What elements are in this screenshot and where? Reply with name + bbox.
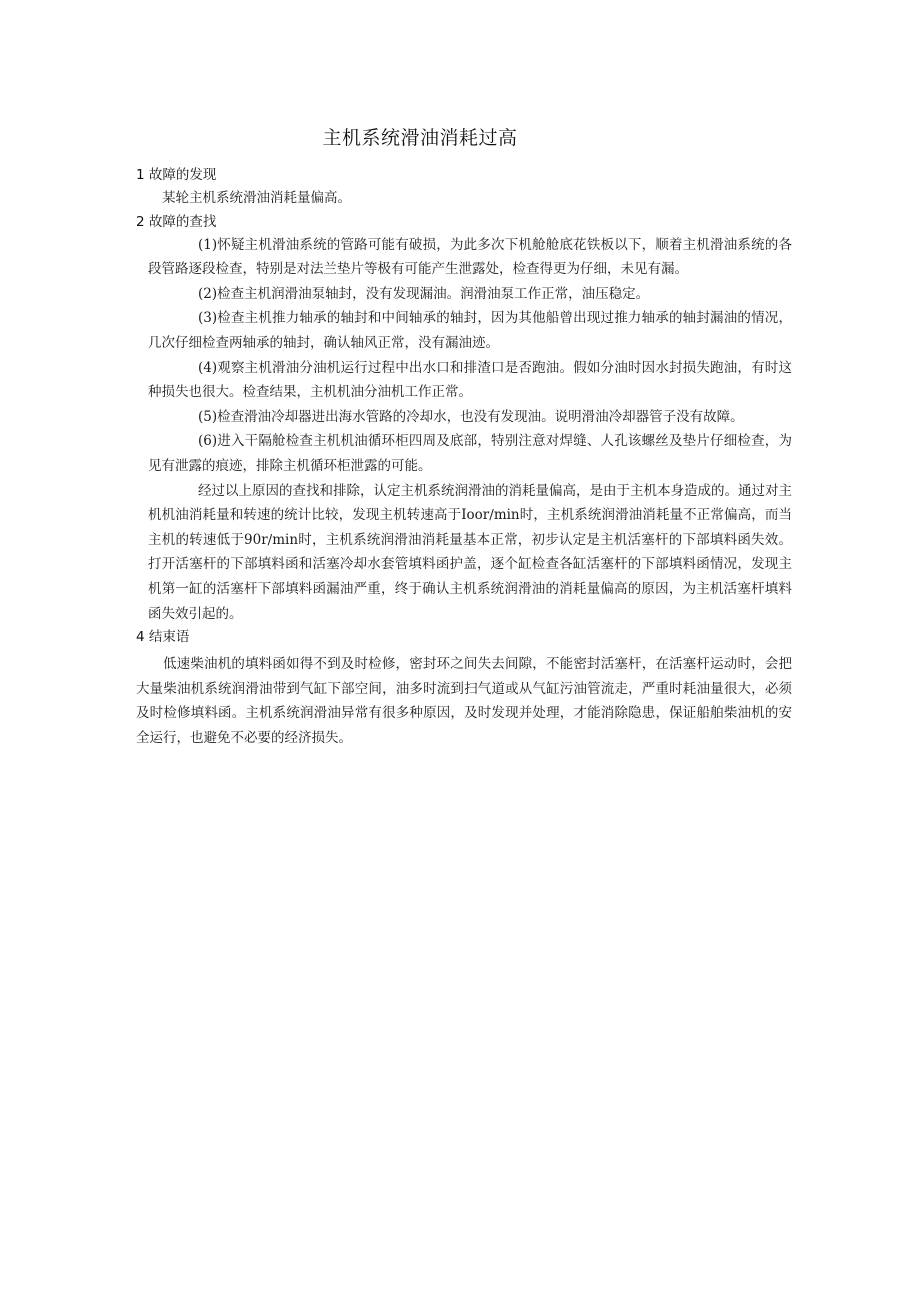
investigation-item-5: (5)检查滑油冷却器进出海水管路的冷却水，也没有发现油。说明滑油冷却器管子没有故障。 [198, 408, 744, 425]
document-body [136, 164, 792, 750]
page-title: 主机系统滑油消耗过高 [322, 127, 518, 149]
investigation-item-6: (6)进入干隔舱检查主机机油循环柜四周及底部，特别注意对焊缝、人孔该螺丝及垫片仔细检查，为见有泄露的痕迹，排除主机循环柜泄露的可能。 [148, 433, 792, 474]
investigation-item-1: (1)怀疑主机滑油系统的管路可能有破损，为此多次下机舱舱底花铁板以下，顺着主机滑油系统的各段管路逐段检查，特别是对法兰垫片等极有可能产生泄露处，检查得更为仔细，未见有漏。 [148, 236, 792, 278]
section-text-discovery: 某轮主机系统滑油消耗量偏高。 [162, 190, 351, 206]
section-text-conclusion: 低速柴油机的填料函如得不到及时检修，密封环之间失去间隙，不能密封活塞杆，在活塞杆运动时，会把大量柴油机系统润滑油带到气缸下部空间，油多时流到扫气道或从气缸污油管流走，严重时耗油量很大，必须及时检修填料函。主机系统润滑油异常有很多种原因，及时发现并处理，才能消除隐患，保证船舶柴油机的安全运行，也避免不必要的经济损失。 [136, 656, 792, 746]
investigation-item-3: (3)检查主机推力轴承的轴封和中间轴承的轴封，因为其他船曾出现过推力轴承的轴封漏油的情况，几次仔细检查两轴承的轴封，确认轴风正常，没有漏油迹。 [148, 310, 792, 351]
section-heading-investigation: 2 故障的查找 [136, 213, 217, 230]
section-heading-conclusion: 4 结束语 [136, 629, 190, 646]
investigation-item-4: (4)观察主机滑油分油机运行过程中出水口和排渣口是否跑油。假如分油时因水封损失跑油，有时这种损失也很大。检查结果，主机机油分油机工作正常。 [148, 359, 792, 401]
investigation-analysis: 经过以上原因的查找和排除，认定主机系统润滑油的消耗量偏高，是由于主机本身造成的。通过对主机机油消耗量和转速的统计比较，发现主机转速高于Ioor∕min时，主机系统润滑油消耗量不正常偏高，而当主机的转速低于90r∕min时，主机系统润滑油消耗量基本正常，初步认定是主机活塞杆的下部填料函失效。打开活塞杆的下部填料函和活塞冷却水套管填料函护盖，逐个缸检查各缸活塞杆的下部填料函情况，发现主机第一缸的活塞杆下部填料函漏油严重，终于确认主机系统润滑油的消耗量偏高的原因，为主机活塞杆填料函失效引起的。 [148, 482, 792, 622]
investigation-item-2: (2)检查主机润滑油泵轴封，没有发现漏油。润滑油泵工作正常，油压稳定。 [198, 285, 650, 302]
section-heading-discovery: 1 故障的发现 [136, 167, 217, 183]
